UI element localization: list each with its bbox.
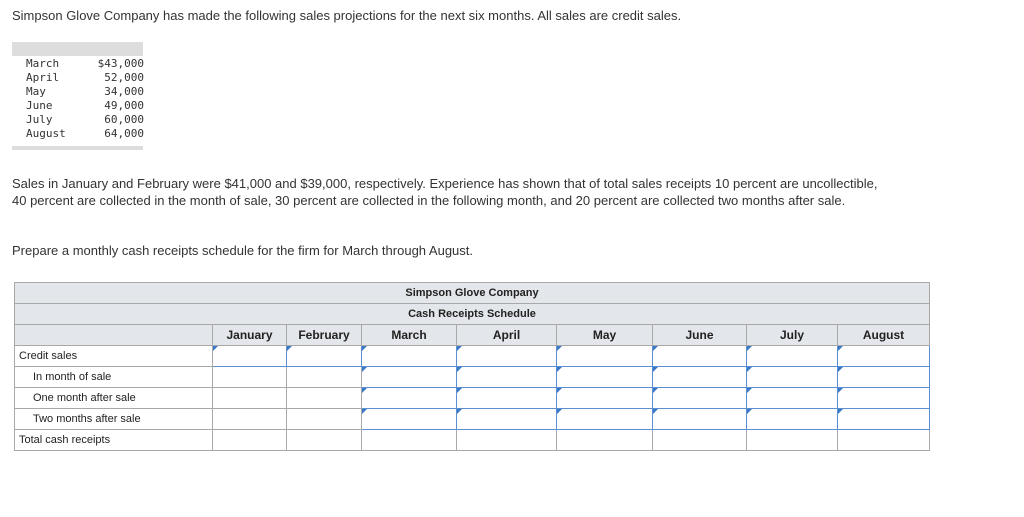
input-marker-icon — [557, 409, 562, 414]
two-months-april-input[interactable] — [457, 409, 557, 430]
empty-cell — [287, 367, 362, 388]
credit-sales-march-input[interactable] — [362, 346, 457, 367]
input-marker-icon — [457, 409, 462, 414]
two-months-march-input[interactable] — [362, 409, 457, 430]
input-marker-icon — [287, 346, 292, 351]
input-marker-icon — [557, 388, 562, 393]
column-header-june: June — [653, 325, 747, 346]
credit-sales-april-input[interactable] — [457, 346, 557, 367]
one-month-may-input[interactable] — [557, 388, 653, 409]
credit-sales-june-input[interactable] — [653, 346, 747, 367]
two-months-august-input[interactable] — [838, 409, 930, 430]
total-june-input[interactable] — [653, 430, 747, 451]
projection-row — [26, 71, 144, 85]
projection-amount: 52,000 — [104, 71, 144, 84]
empty-cell — [213, 430, 287, 451]
column-header-march: March — [362, 325, 457, 346]
input-marker-icon — [653, 346, 658, 351]
row-label-in-month-of-sale: In month of sale — [15, 367, 213, 388]
row-label-total-cash-receipts: Total cash receipts — [15, 430, 213, 451]
two-months-may-input[interactable] — [557, 409, 653, 430]
input-marker-icon — [747, 346, 752, 351]
two-months-june-input[interactable] — [653, 409, 747, 430]
total-april-input[interactable] — [457, 430, 557, 451]
empty-cell — [213, 367, 287, 388]
column-header-july: July — [747, 325, 838, 346]
credit-sales-january-input[interactable] — [213, 346, 287, 367]
projection-month: June — [26, 99, 53, 112]
cash-receipts-schedule — [14, 282, 930, 451]
input-marker-icon — [838, 388, 843, 393]
projections-bottom-bar — [12, 146, 143, 150]
one-month-august-input[interactable] — [838, 388, 930, 409]
credit-sales-february-input[interactable] — [287, 346, 362, 367]
projection-row — [26, 57, 144, 71]
in-month-april-input[interactable] — [457, 367, 557, 388]
row-label-one-month-after-sale: One month after sale — [15, 388, 213, 409]
projection-amount: 34,000 — [104, 85, 144, 98]
total-august-input[interactable] — [838, 430, 930, 451]
input-marker-icon — [747, 367, 752, 372]
row-label-credit-sales: Credit sales — [15, 346, 213, 367]
in-month-may-input[interactable] — [557, 367, 653, 388]
in-month-august-input[interactable] — [838, 367, 930, 388]
input-marker-icon — [457, 388, 462, 393]
projection-amount: 49,000 — [104, 99, 144, 112]
credit-sales-august-input[interactable] — [838, 346, 930, 367]
one-month-july-input[interactable] — [747, 388, 838, 409]
credit-sales-may-input[interactable] — [557, 346, 653, 367]
in-month-march-input[interactable] — [362, 367, 457, 388]
empty-cell — [287, 409, 362, 430]
input-marker-icon — [653, 409, 658, 414]
input-marker-icon — [557, 367, 562, 372]
projection-row — [26, 99, 144, 113]
two-months-july-input[interactable] — [747, 409, 838, 430]
empty-cell — [213, 409, 287, 430]
projection-month: August — [26, 127, 66, 140]
projection-amount: 60,000 — [104, 113, 144, 126]
input-marker-icon — [362, 346, 367, 351]
input-marker-icon — [557, 346, 562, 351]
one-month-april-input[interactable] — [457, 388, 557, 409]
column-header-may: May — [557, 325, 653, 346]
in-month-june-input[interactable] — [653, 367, 747, 388]
column-header-april: April — [457, 325, 557, 346]
input-marker-icon — [747, 388, 752, 393]
input-marker-icon — [838, 346, 843, 351]
total-march-input[interactable] — [362, 430, 457, 451]
sales-projections-table — [12, 42, 143, 152]
input-marker-icon — [653, 388, 658, 393]
projections-top-bar — [12, 42, 143, 56]
projection-row — [26, 85, 144, 99]
one-month-march-input[interactable] — [362, 388, 457, 409]
projection-month: July — [26, 113, 53, 126]
schedule-company-name: Simpson Glove Company — [15, 283, 930, 304]
column-header-february: February — [287, 325, 362, 346]
empty-cell — [287, 388, 362, 409]
total-may-input[interactable] — [557, 430, 653, 451]
projection-month: May — [26, 85, 46, 98]
problem-intro: Simpson Glove Company has made the following sales projections for the next six months. All sales are credit sales. — [12, 8, 682, 23]
input-marker-icon — [838, 409, 843, 414]
projection-row — [26, 113, 144, 127]
row-label-two-months-after-sale: Two months after sale — [15, 409, 213, 430]
input-marker-icon — [362, 409, 367, 414]
column-header-january: January — [213, 325, 287, 346]
one-month-june-input[interactable] — [653, 388, 747, 409]
projection-amount: 64,000 — [104, 127, 144, 140]
column-header-blank — [15, 325, 213, 346]
input-marker-icon — [838, 367, 843, 372]
schedule-title: Cash Receipts Schedule — [15, 304, 930, 325]
total-july-input[interactable] — [747, 430, 838, 451]
input-marker-icon — [213, 346, 218, 351]
in-month-july-input[interactable] — [747, 367, 838, 388]
problem-instruction: Prepare a monthly cash receipts schedule for the firm for March through August. — [12, 243, 474, 258]
projection-month: April — [26, 71, 60, 84]
credit-sales-july-input[interactable] — [747, 346, 838, 367]
empty-cell — [213, 388, 287, 409]
empty-cell — [287, 430, 362, 451]
input-marker-icon — [653, 367, 658, 372]
input-marker-icon — [362, 388, 367, 393]
projection-month: March — [26, 57, 60, 70]
input-marker-icon — [457, 346, 462, 351]
input-marker-icon — [362, 367, 367, 372]
problem-paragraph: Sales in January and February were $41,000 and $39,000, respectively. Experience has shown that of total sales receipts 10 percent are uncollectible, 40 percent are collected in the month of sale, 30 percent are collected in the following month, and 20 percent are collected two months after sale. — [12, 176, 878, 208]
input-marker-icon — [747, 409, 752, 414]
projection-amount: $43,000 — [97, 57, 144, 70]
column-header-august: August — [838, 325, 930, 346]
input-marker-icon — [457, 367, 462, 372]
projection-row — [26, 127, 144, 141]
